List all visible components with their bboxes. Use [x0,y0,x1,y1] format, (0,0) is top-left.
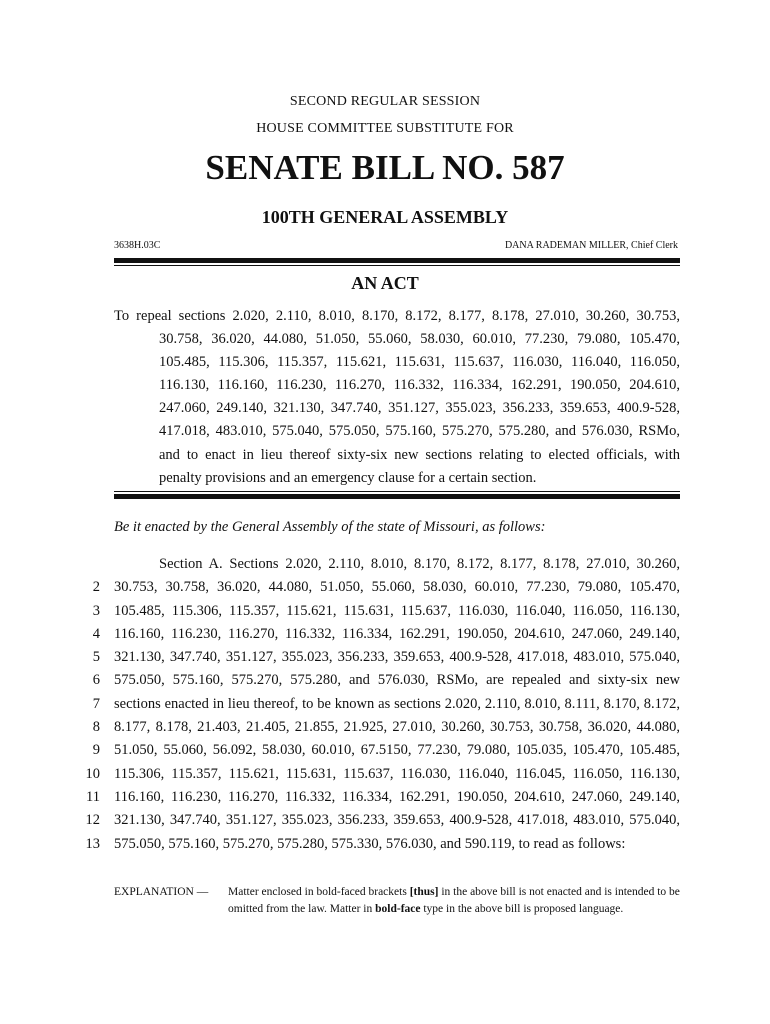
session-line: SECOND REGULAR SESSION [289,94,481,109]
bracket-example: [thus] [409,886,439,898]
section-line [0,600,770,623]
line-text: 105.485, 115.306, 115.357, 115.621, 115.631, 115.637, 116.030, 116.040, 116.050, 116.130, [114,602,680,619]
section-a [0,553,770,856]
act-rule-thin [114,491,680,492]
line-number: 13 [85,835,100,852]
line-text: 321.130, 347.740, 351.127, 355.023, 356.233, 359.653, 400.9-528, 417.018, 483.010, 575.040, [114,812,680,829]
section-line [0,763,770,786]
act-heading: AN ACT [351,273,419,293]
act-rule-thick [114,494,680,499]
act-title-body: To repeal sections 2.020, 2.110, 8.010, 8.170, 8.172, 8.177, 8.178, 27.010, 30.260, 30.753, 30.758, 36.020, 44.080, 51.050, 55.060, 58.030, 60.010, 77.230, 79.080, 105.470, 105.485, 115.306, 115.357, 115.621, 115.631, 115.637, 116.030, 116.040, 116.050, 116.130, 116.160, 116.230, 116.270, 116.332, 116.334, 162.291, 190.050, 204.610, 247.060, 249.140, 321.130, 347.740, 351.127, 355.023, 356.233, 359.653, 400.9-528, 417.018, 483.010, 575.040, 575.050, 575.160, 575.270, 575.280, and 576.030, RSMo, and to enact in lieu thereof sixty-six new sections relating to elected officials, with penalty provisions and an emergency clause for a certain section. [114,308,680,486]
line-number: 5 [92,649,100,666]
section-line [0,576,770,599]
section-line [0,623,770,646]
line-text: 116.160, 116.230, 116.270, 116.332, 116.334, 162.291, 190.050, 204.610, 247.060, 249.140, [114,788,680,805]
header-rule-thick [114,258,680,263]
line-text: 30.753, 30.758, 36.020, 44.080, 51.050, 55.060, 58.030, 60.010, 77.230, 79.080, 105.470, [114,579,680,596]
bill-title: SENATE BILL NO. 587 [205,148,565,187]
section-line [0,693,770,716]
line-text: sections enacted in lieu thereof, to be known as sections 2.020, 2.110, 8.010, 8.111, 8.170, 8.172, [114,695,680,712]
line-number: 8 [92,719,100,736]
line-text: Section A. Sections 2.020, 2.110, 8.010, 8.170, 8.172, 8.177, 8.178, 27.010, 30.260, [159,556,680,572]
section-line [0,786,770,809]
line-number: 9 [92,742,100,759]
line-text: 575.050, 575.160, 575.270, 575.280, and 576.030, RSMo, are repealed and sixty-six new [114,672,680,689]
explanation-text-part: type in the above bill is proposed language. [420,903,624,915]
explanation-text-part: Matter enclosed in bold-faced brackets [228,886,410,898]
line-text: 115.306, 115.357, 115.621, 115.631, 115.637, 116.030, 116.040, 116.045, 116.050, 116.130, [114,765,680,782]
explanation-text [228,884,680,918]
substitute-line: HOUSE COMMITTEE SUBSTITUTE FOR [256,121,514,136]
line-number: 2 [92,579,100,596]
line-number: 3 [92,602,100,619]
section-line [0,669,770,692]
section-line [0,646,770,669]
line-number: 4 [92,625,100,642]
line-text: 8.177, 8.178, 21.403, 21.405, 21.855, 21.925, 27.010, 30.260, 30.753, 30.758, 36.020, 44.080, [114,719,680,736]
document-code: 3638H.03C [114,240,161,251]
line-number: 6 [92,672,100,689]
assembly-line: 100TH GENERAL ASSEMBLY [261,207,509,227]
section-line [0,739,770,762]
line-number: 12 [85,812,100,829]
chief-clerk: DANA RADEMAN MILLER, Chief Clerk [504,240,678,251]
line-text: 575.050, 575.160, 575.270, 575.280, 575.330, 576.030, and 590.119, to read as follows: [114,835,626,852]
boldface-example: bold-face [375,903,421,915]
explanation-label: EXPLANATION — [114,886,209,898]
section-line [0,553,770,576]
line-text: 321.130, 347.740, 351.127, 355.023, 356.233, 359.653, 400.9-528, 417.018, 483.010, 575.040, [114,649,680,666]
line-number: 10 [85,765,100,782]
line-text: 116.160, 116.230, 116.270, 116.332, 116.334, 162.291, 190.050, 204.610, 247.060, 249.140, [114,625,680,642]
enacting-clause: Be it enacted by the General Assembly of the state of Missouri, as follows: [114,519,546,535]
section-line [0,716,770,739]
explanation-text-part: in the above bill is not enacted and is intended to be omitted from the law. Matter in [228,886,680,915]
header-rule-thin [114,265,680,266]
section-line [0,833,770,856]
line-number: 7 [92,695,100,712]
line-text: 51.050, 55.060, 56.092, 58.030, 60.010, 67.5150, 77.230, 79.080, 105.035, 105.470, 105.485, [114,742,680,759]
section-line [0,809,770,832]
line-number: 11 [86,788,100,805]
